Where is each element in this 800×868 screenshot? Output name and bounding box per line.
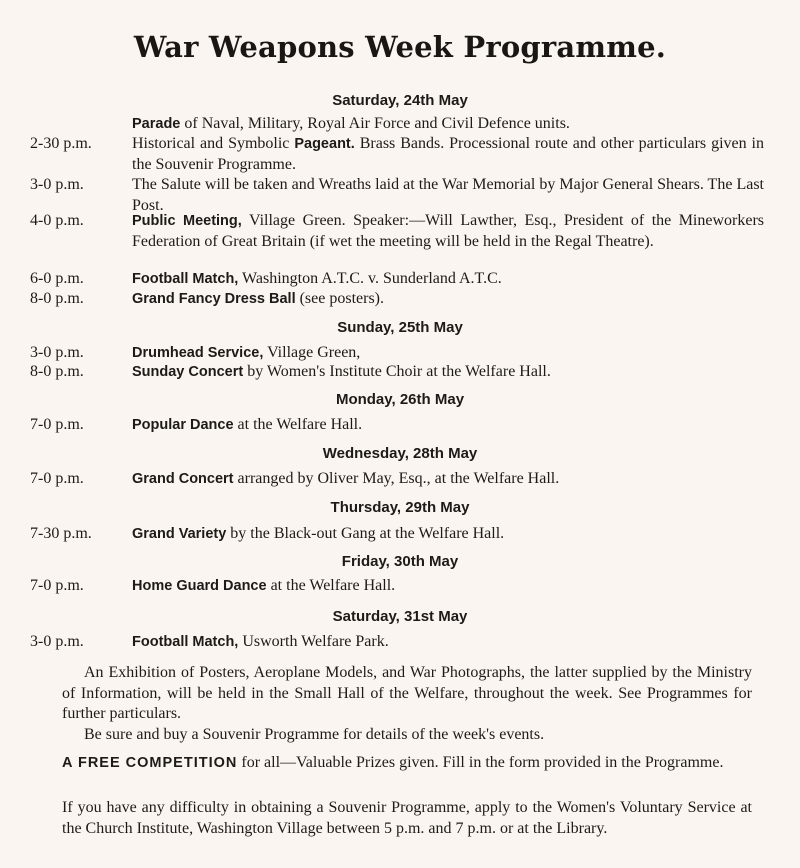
competition-lead: A FREE COMPETITION [62,755,238,771]
event-public-meeting [132,211,764,252]
difficulty-note: If you have any difficulty in obtaining a Souvenir Programme, apply to the Women's Voluntary Service at the Church Institute, Washington Village between 5 p.m. and 7 p.m. or at the Library. [62,799,752,837]
event-time: 3-0 p.m. [30,633,84,650]
event-text: Usworth Welfare Park. [238,633,389,650]
event-lead: Public Meeting, [132,213,242,229]
event-pre: Historical and Symbolic [132,135,295,152]
event-text: by the Black-out Gang at the Welfare Hall. [226,525,505,542]
event-lead: Grand Fancy Dress Ball [132,291,296,307]
event-parade [132,114,764,135]
day-heading-monday-26: Monday, 26th May [335,391,465,408]
event-sunday-concert [132,362,764,383]
event-lead: Grand Concert [132,471,234,487]
event-lead: Parade [132,116,181,132]
day-heading-saturday-31: Saturday, 31st May [332,608,468,625]
event-lead: Popular Dance [132,417,234,433]
competition-note [62,753,752,774]
event-lead: Football Match, [132,271,239,287]
event-time: 6-0 p.m. [30,270,84,287]
event-pageant [132,134,764,175]
event-home-guard-dance [132,576,764,597]
day-heading-sunday-25: Sunday, 25th May [337,319,463,336]
event-time: 8-0 p.m. [30,290,84,307]
exhibition-note: An Exhibition of Posters, Aeroplane Models, and War Photographs, the latter supplied by the Ministry of Information, will be held in the Small Hall of the Welfare, throughout the week. See Programmes for further particulars. [62,664,752,722]
day-heading-thursday-29: Thursday, 29th May [330,499,470,516]
day-heading-saturday-24: Saturday, 24th May [332,92,468,109]
event-time: 3-0 p.m. [30,176,84,193]
event-time: 7-30 p.m. [30,525,92,542]
day-heading-wednesday-28: Wednesday, 28th May [322,445,478,462]
event-fancy-dress-ball [132,289,764,310]
event-text: Village Green, [263,344,361,361]
competition-text: for all—Valuable Prizes given. Fill in the form provided in the Programme. [237,754,724,771]
page-title: War Weapons Week Programme. [133,30,667,64]
event-text: at the Welfare Hall. [266,577,396,594]
event-time: 3-0 p.m. [30,344,84,361]
event-football-usworth [132,632,764,653]
souvenir-note: Be sure and buy a Souvenir Programme for details of the week's events. [84,726,545,743]
event-time: 7-0 p.m. [30,470,84,487]
event-football-atc [132,269,764,290]
event-text: arranged by Oliver May, Esq., at the Welfare Hall. [233,470,560,487]
event-lead: Sunday Concert [132,364,244,380]
event-text: (see posters). [295,290,385,307]
event-lead: Grand Variety [132,526,227,542]
event-text: Village Green. Speaker:—Will Lawther, Esq., President of the Mineworkers Federation of Great Britain (if wet the meeting will be held in the Regal Theatre). [132,212,765,250]
event-text: The Salute will be taken and Wreaths laid at the War Memorial by Major General Shears. The Last Post. [132,176,764,214]
event-lead: Home Guard Dance [132,578,267,594]
event-text: Brass Bands. Processional route and other particulars given in the Souvenir Programme. [132,135,765,173]
event-lead: Football Match, [132,634,239,650]
event-time: 7-0 p.m. [30,416,84,433]
event-text: Washington A.T.C. v. Sunderland A.T.C. [238,270,502,287]
event-salute [132,175,764,216]
event-lead: Drumhead Service, [132,345,264,361]
event-popular-dance [132,415,764,436]
event-time: 2-30 p.m. [30,135,92,152]
event-grand-variety [132,524,764,545]
event-drumhead-service [132,343,764,364]
event-time: 8-0 p.m. [30,363,84,380]
event-text: of Naval, Military, Royal Air Force and Civil Defence units. [180,115,570,132]
event-grand-concert [132,469,764,490]
event-time: 4-0 p.m. [30,212,84,229]
day-heading-friday-30: Friday, 30th May [341,553,459,570]
event-text: by Women's Institute Choir at the Welfare Hall. [243,363,551,380]
event-time: 7-0 p.m. [30,577,84,594]
event-lead: Pageant. [294,136,355,152]
event-text: at the Welfare Hall. [233,416,363,433]
